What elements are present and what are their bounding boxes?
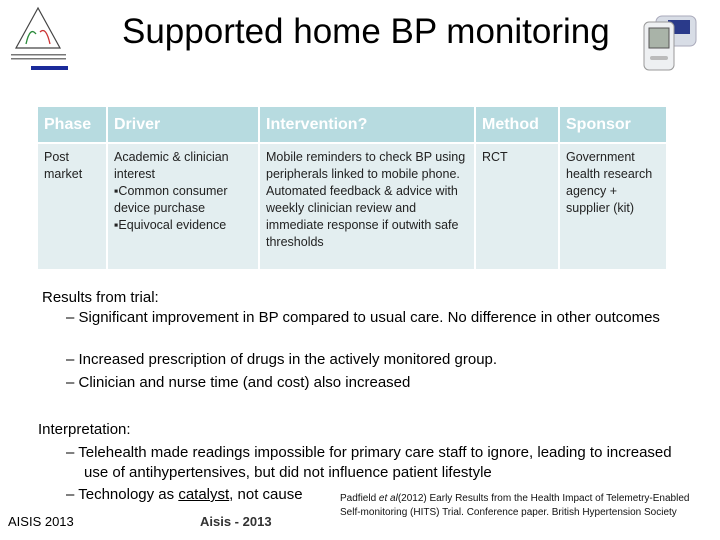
header-driver: Driver xyxy=(108,107,258,142)
header-intervention: Intervention? xyxy=(260,107,474,142)
cell-driver xyxy=(108,144,258,269)
catalyst-link[interactable]: catalyst xyxy=(178,486,230,503)
header-method: Method xyxy=(476,107,558,142)
aisis-logo xyxy=(8,4,68,74)
cell-method: RCT xyxy=(476,144,558,269)
cell-intervention: Mobile reminders to check BP using peripherals linked to mobile phone. Automated feedback & advice with weekly clinician review and immediate response if outwith safe thresholds xyxy=(260,144,474,269)
results-item: – Clinician and nurse time (and cost) also increased xyxy=(66,374,411,391)
driver-line: Academic & clinician interest xyxy=(114,150,229,181)
reference-citation xyxy=(340,492,710,520)
interpretation-item xyxy=(66,485,303,505)
interpretation-item: – Telehealth made readings impossible for primary care staff to ignore, leading to increased use of antihypertensives, but did not influence patient lifestyle xyxy=(66,444,672,481)
results-item: – Significant improvement in BP compared to usual care. No difference in other outcomes xyxy=(66,309,660,326)
item-text: – Technology as xyxy=(66,486,179,503)
ref-authors: Padfield xyxy=(340,493,379,504)
trial-table xyxy=(36,105,668,271)
header-sponsor: Sponsor xyxy=(560,107,666,142)
slide-title: Supported home BP monitoring xyxy=(122,12,610,51)
table-header-row xyxy=(38,107,666,142)
results-heading: Results from trial: xyxy=(42,289,159,306)
results-item: – Increased prescription of drugs in the actively monitored group. xyxy=(66,351,498,368)
driver-bullet: ▪Equivocal evidence xyxy=(114,218,227,232)
footer-text: AISIS 2013 xyxy=(8,514,74,529)
item-text: , not cause xyxy=(229,486,303,503)
ref-etal: et al xyxy=(378,493,398,504)
header-phase: Phase xyxy=(38,107,106,142)
watermark: Aisis - 2013 xyxy=(200,514,272,529)
bp-monitor-image xyxy=(638,12,700,74)
table-row xyxy=(38,144,666,269)
ref-rest: (2012) Early Results from the Health Impact of Telemetry-Enabled Self-monitoring (HITS) Trial. Conference paper. British Hypertension Society xyxy=(340,493,690,518)
driver-bullet: ▪Common consumer device purchase xyxy=(114,184,228,215)
cell-phase: Post market xyxy=(38,144,106,269)
interpretation-heading: Interpretation: xyxy=(38,421,131,438)
cell-sponsor: Government health research agency + supplier (kit) xyxy=(560,144,666,269)
